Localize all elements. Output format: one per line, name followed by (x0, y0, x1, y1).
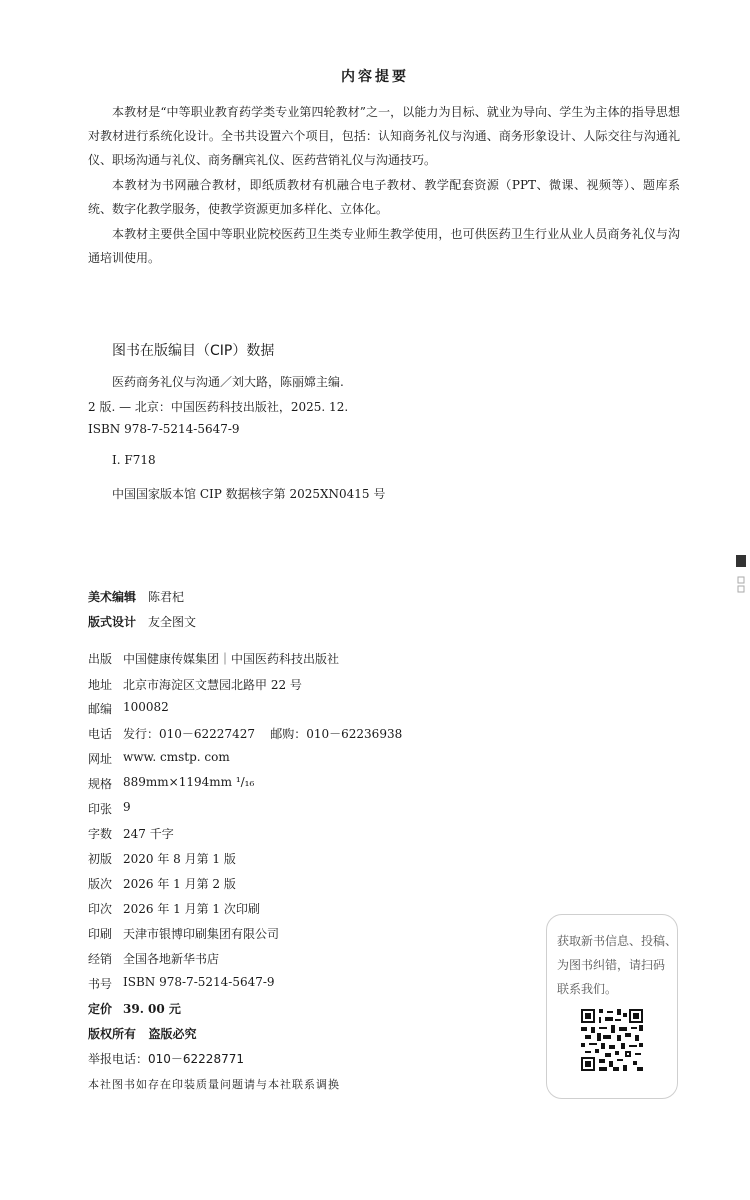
pub-label-phone: 电话 (88, 727, 113, 741)
pub-label-printer: 印刷 (88, 927, 113, 941)
pub-value-edition: 2026 年 1 月第 2 版 (123, 877, 236, 891)
pub-label-address: 地址 (88, 678, 113, 692)
report-hotline: 举报电话：010－62228771 (88, 1052, 244, 1066)
print-quality-notice: 本社图书如存在印装质量问题请与本社联系调换 (88, 1078, 340, 1091)
qr-panel-line-2: 为图书纠错，请扫码 (557, 958, 666, 972)
pub-label-edition: 版次 (88, 877, 113, 891)
pub-value-publisher: 中国健康传媒集团｜中国医药科技出版社 (123, 652, 340, 666)
cip-line-3: ISBN 978-7-5214-5647-9 (88, 422, 240, 436)
pub-label-isbn: 书号 (88, 977, 113, 991)
price-label: 定价 (88, 1002, 113, 1016)
pub-value-address: 北京市海淀区文慧园北路甲 22 号 (123, 678, 302, 692)
pub-label-first-edition: 初版 (88, 852, 113, 866)
credit-value-layout: 友全图文 (148, 615, 197, 629)
pub-label-distributor: 经销 (88, 952, 113, 966)
rights-statement: 版权所有 盗版必究 (88, 1027, 197, 1041)
qr-panel (546, 914, 678, 1099)
edge-mark-icon (737, 576, 745, 594)
cip-line-5: 中国国家版本馆 CIP 数据核字第 2025XN0415 号 (112, 487, 386, 501)
pub-value-distributor: 全国各地新华书店 (123, 952, 220, 966)
pub-label-postcode: 邮编 (88, 702, 113, 716)
summary-paragraph-3: 本教材主要供全国中等职业院校医药卫生类专业师生教学使用，也可供医药卫生行业从业人员商务礼仪与沟通培训使用。 (88, 227, 680, 265)
summary-paragraph-2: 本教材为书网融合教材，即纸质教材有机融合电子教材、教学配套资源（PPT、微课、视频等）、题库系统、数字化教学服务，使教学资源更加多样化、立体化。 (88, 178, 680, 216)
pub-label-format: 规格 (88, 777, 113, 791)
credit-label-art-editor: 美术编辑 (88, 590, 137, 604)
pub-value-isbn: ISBN 978-7-5214-5647-9 (123, 975, 275, 989)
credit-label-layout: 版式设计 (88, 615, 137, 629)
pub-label-publisher: 出版 (88, 652, 113, 666)
qr-panel-line-1: 获取新书信息、投稿、 (557, 934, 678, 948)
cip-heading: 图书在版编目（CIP）数据 (112, 343, 275, 359)
pub-value-website: www. cmstp. com (123, 750, 230, 764)
summary-paragraph-1: 本教材是“中等职业教育药学类专业第四轮教材”之一，以能力为目标、就业为导向、学生为主体的指导思想对教材进行系统化设计。全书共设置六个项目，包括：认知商务礼仪与沟通、商务形象设计、人际交往与沟通礼仪、职场沟通与礼仪、商务酬宾礼仪、医药营销礼仪与沟通技巧。 (88, 105, 680, 167)
pub-value-postcode: 100082 (123, 700, 169, 714)
pub-label-sheets: 印张 (88, 802, 113, 816)
cip-line-4: Ⅰ. F718 (112, 453, 156, 467)
pub-value-phone: 发行：010－62227427 邮购：010－62236938 (123, 727, 403, 741)
qr-panel-text (557, 929, 678, 1001)
summary-title: 内容提要 (341, 69, 409, 85)
cip-line-1: 医药商务礼仪与沟通／刘大路，陈丽嫦主编. (112, 375, 344, 389)
price-value: 39. 00 元 (123, 1002, 181, 1016)
pub-value-printing: 2026 年 1 月第 1 次印刷 (123, 902, 260, 916)
credit-value-art-editor: 陈君杞 (148, 590, 185, 604)
pub-value-sheets: 9 (123, 800, 131, 814)
cip-line-2: 2 版. — 北京：中国医药科技出版社，2025. 12. (88, 400, 349, 414)
pub-value-first-edition: 2020 年 8 月第 1 版 (123, 852, 236, 866)
pub-label-word-count: 字数 (88, 827, 113, 841)
qr-code-icon[interactable] (581, 1009, 643, 1071)
pub-value-format: 889mm×1194mm ¹/₁₆ (123, 775, 255, 789)
pub-label-printing: 印次 (88, 902, 113, 916)
pub-value-word-count: 247 千字 (123, 827, 174, 841)
book-edge-icon (736, 555, 746, 567)
pub-label-website: 网址 (88, 752, 113, 766)
pub-value-printer: 天津市银博印刷集团有限公司 (123, 927, 280, 941)
qr-panel-line-3: 联系我们。 (557, 982, 618, 996)
